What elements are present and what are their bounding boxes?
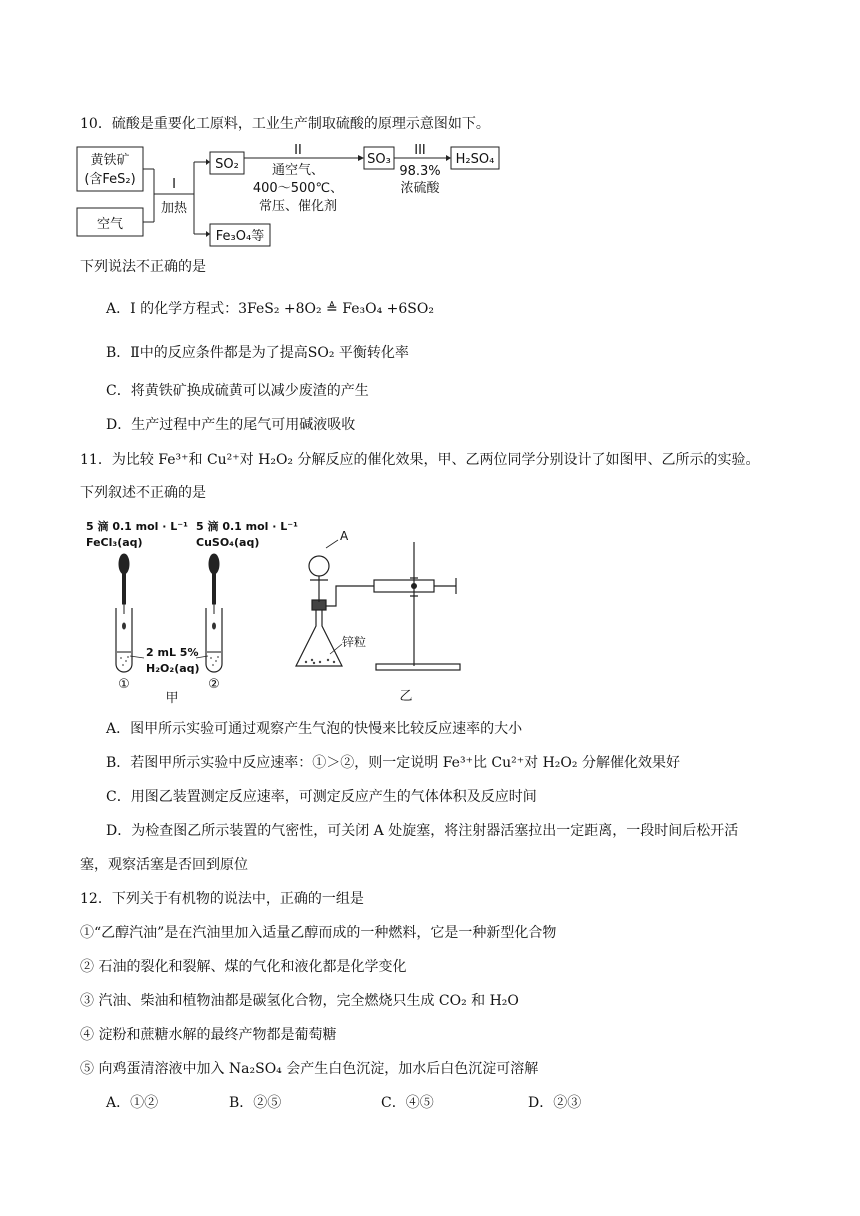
so2-label: SO₂ — [215, 157, 239, 172]
step2-label: II — [294, 144, 302, 158]
step1-condition: 加热 — [160, 201, 188, 216]
dropper-1 — [119, 554, 129, 614]
step3-condition-1: 98.3% — [399, 164, 441, 179]
q10-question: 下列说法不正确的是 — [80, 259, 206, 275]
q12-statement-4: ④ 淀粉和蔗糖水解的最终产物都是葡萄糖 — [80, 1027, 337, 1043]
air-label: 空气 — [96, 217, 124, 232]
step3-condition-2: 浓硫酸 — [400, 181, 440, 196]
conical-flask — [296, 608, 342, 666]
q12-stem: 12．下列关于有机物的说法中，正确的一组是 — [80, 891, 364, 907]
q11-option-d-line2: 塞，观察活塞是否回到原位 — [80, 857, 248, 873]
step2-condition-3: 常压、催化剂 — [258, 199, 338, 214]
h2o2-solution-label: H₂O₂(aq) — [146, 662, 200, 675]
step2-condition-2: 400～500℃、 — [252, 181, 344, 196]
step2-condition-1: 通空气、 — [271, 163, 325, 178]
q12-choice-c: C．④⑤ — [381, 1095, 434, 1111]
q10-option-c: C．将黄铁矿换成硫黄可以减少废渣的产生 — [106, 383, 369, 399]
zinc-label: 锌粒 — [342, 635, 367, 649]
step1-label: I — [172, 177, 176, 192]
ore-formula-label: (含FeS₂) — [84, 172, 136, 187]
q10-stem: 10．硫酸是重要化工原料，工业生产制取硫酸的原理示意图如下。 — [80, 116, 490, 132]
drop1-label: 5 滴 0.1 mol · L⁻¹ — [86, 520, 188, 533]
q11-option-d-line1: D．为检查图乙所示装置的气密性，可关闭 A 处旋塞，将注射器活塞拉出一定距离，一段时间后松开活 — [106, 823, 739, 839]
q12-choice-d: D．②③ — [528, 1095, 582, 1111]
test-tube-1 — [116, 608, 132, 672]
q10-option-a: A．I 的化学方程式：3FeS₂ +8O₂ ≜ Fe₃O₄ +6SO₂ — [106, 301, 434, 317]
valve-a-label: A — [340, 529, 349, 543]
tube-1-label: ① — [118, 677, 130, 692]
q12-statement-5: ⑤ 向鸡蛋清溶液中加入 Na₂SO₄ 会产生白色沉淀，加水后白色沉淀可溶解 — [80, 1061, 539, 1077]
q11-option-c: C．用图乙装置测定反应速率，可测定反应产生的气体体积及反应时间 — [106, 789, 537, 805]
q11-option-b: B．若图甲所示实验中反应速率：①＞②，则一定说明 Fe³⁺比 Cu²⁺对 H₂O₂ 分解催化效果好 — [106, 755, 680, 771]
q12-choice-a: A．①② — [106, 1095, 159, 1111]
q12-statement-3: ③ 汽油、柴油和植物油都是碳氢化合物，完全燃烧只生成 CO₂ 和 H₂O — [80, 993, 519, 1009]
figure-jia-label: 甲 — [165, 691, 179, 706]
drop2-solution: CuSO₄(aq) — [196, 536, 260, 549]
figure-yi-label: 乙 — [399, 689, 413, 704]
step3-label: III — [414, 144, 426, 158]
q11-stem-line1: 11．为比较 Fe³⁺和 Cu²⁺对 H₂O₂ 分解反应的催化效果，甲、乙两位同学分别设计了如图甲、乙所示的实验。 — [80, 452, 760, 468]
q12-statement-1: ①“乙醇汽油”是在汽油里加入适量乙醇而成的一种燃料，它是一种新型化合物 — [80, 925, 557, 941]
test-tube-2 — [206, 608, 222, 672]
syringe-barrel — [374, 580, 434, 592]
catalysis-experiment-diagram — [84, 516, 484, 706]
fe3o4-label: Fe₃O₄等 — [215, 229, 265, 244]
h2so4-label: H₂SO₄ — [455, 152, 495, 167]
stand-base — [376, 664, 460, 670]
so3-label: SO₃ — [367, 152, 391, 167]
q10-option-b: B．Ⅱ中的反应条件都是为了提高SO₂ 平衡转化率 — [106, 345, 409, 361]
q10-option-d: D．生产过程中产生的尾气可用碱液吸收 — [106, 417, 356, 433]
drop2-label: 5 滴 0.1 mol · L⁻¹ — [196, 520, 298, 533]
dropper-2 — [209, 554, 219, 614]
q11-stem-line2: 下列叙述不正确的是 — [80, 485, 206, 501]
q12-statement-2: ② 石油的裂化和裂解、煤的气化和液化都是化学变化 — [80, 959, 407, 975]
tube-2-label: ② — [208, 677, 220, 692]
sulfuric-acid-process-diagram — [76, 144, 506, 248]
q11-option-a: A．图甲所示实验可通过观察产生气泡的快慢来比较反应速率的大小 — [106, 721, 523, 737]
separatory-funnel — [309, 556, 329, 576]
q12-choice-b: B．②⑤ — [229, 1095, 282, 1111]
h2o2-volume-label: 2 mL 5% — [146, 646, 199, 659]
drop1-solution: FeCl₃(aq) — [86, 536, 143, 549]
ore-label: 黄铁矿 — [90, 153, 130, 168]
